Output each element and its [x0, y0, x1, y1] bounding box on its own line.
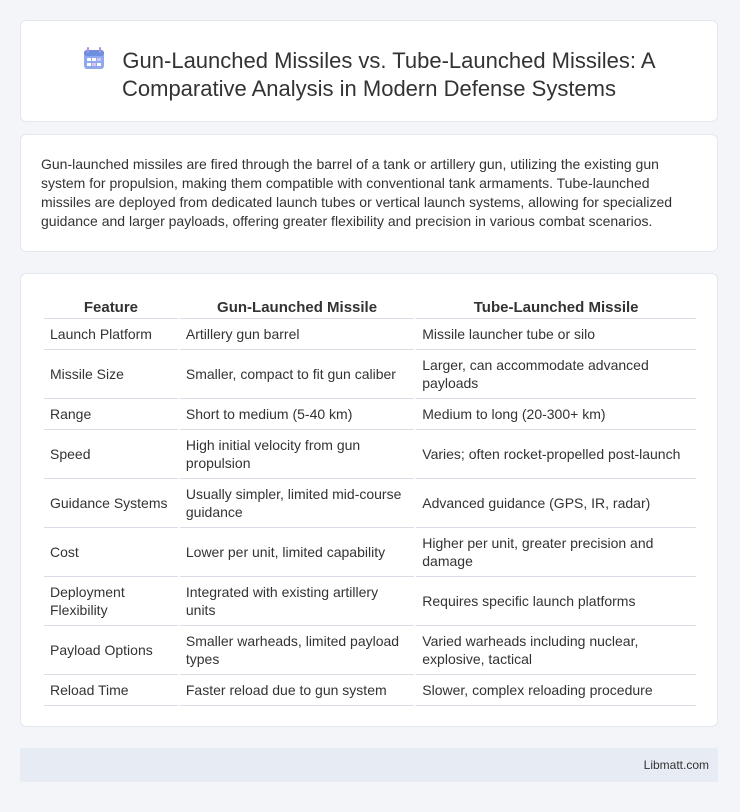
header-gun-launched: Gun-Launched Missile: [180, 296, 414, 319]
gun-cell: Integrated with existing artillery units: [180, 577, 414, 626]
feature-cell: Reload Time: [44, 675, 178, 706]
table-row: [44, 350, 696, 399]
table-row: [44, 319, 696, 350]
table-row: [44, 675, 696, 706]
gun-cell: Artillery gun barrel: [180, 319, 414, 350]
feature-cell: Payload Options: [44, 626, 178, 675]
table-row: [44, 479, 696, 528]
footer-bar: [20, 748, 718, 782]
header-tube-launched: Tube-Launched Missile: [416, 296, 696, 319]
tube-cell: Medium to long (20-300+ km): [416, 399, 696, 430]
table-row: [44, 399, 696, 430]
table-row: [44, 528, 696, 577]
comparison-table: [42, 296, 698, 706]
comparison-card: [20, 273, 718, 727]
tube-cell: Slower, complex reloading procedure: [416, 675, 696, 706]
feature-cell: Guidance Systems: [44, 479, 178, 528]
title-line-2: Comparative Analysis in Modern Defense Systems: [122, 76, 616, 101]
feature-cell: Range: [44, 399, 178, 430]
feature-cell: Speed: [44, 430, 178, 479]
footer-site-link[interactable]: Libmatt.com: [643, 758, 709, 772]
gun-cell: Usually simpler, limited mid-course guidance: [180, 479, 414, 528]
gun-cell: High initial velocity from gun propulsion: [180, 430, 414, 479]
table-row: [44, 430, 696, 479]
page-title: [21, 46, 717, 103]
intro-paragraph: Gun-launched missiles are fired through the barrel of a tank or artillery gun, utilizing the existing gun system for propulsion, making them compatible with conventional tank armaments. Tube-launched missiles are deployed from dedicated launch tubes or vertical launch systems, allowing for specialized guidance and larger payloads, offering greater flexibility and precision in various combat scenarios.: [41, 156, 673, 229]
header-feature: Feature: [44, 296, 178, 319]
table-row: [44, 626, 696, 675]
gun-cell: Faster reload due to gun system: [180, 675, 414, 706]
gun-cell: Short to medium (5-40 km): [180, 399, 414, 430]
feature-cell: Missile Size: [44, 350, 178, 399]
tube-cell: Varied warheads including nuclear, explosive, tactical: [416, 626, 696, 675]
tube-cell: Missile launcher tube or silo: [416, 319, 696, 350]
calendar-icon: [82, 46, 108, 72]
tube-cell: Advanced guidance (GPS, IR, radar): [416, 479, 696, 528]
gun-cell: Smaller warheads, limited payload types: [180, 626, 414, 675]
feature-cell: Launch Platform: [44, 319, 178, 350]
feature-cell: Deployment Flexibility: [44, 577, 178, 626]
tube-cell: Varies; often rocket-propelled post-launch: [416, 430, 696, 479]
tube-cell: Requires specific launch platforms: [416, 577, 696, 626]
title-card: [20, 20, 718, 122]
gun-cell: Smaller, compact to fit gun caliber: [180, 350, 414, 399]
table-row: [44, 577, 696, 626]
title-line-1: Gun-Launched Missiles vs. Tube-Launched Missiles: A: [21, 46, 717, 75]
feature-cell: Cost: [44, 528, 178, 577]
intro-card: [20, 134, 718, 252]
tube-cell: Larger, can accommodate advanced payloads: [416, 350, 696, 399]
gun-cell: Lower per unit, limited capability: [180, 528, 414, 577]
table-header-row: [44, 296, 696, 319]
tube-cell: Higher per unit, greater precision and damage: [416, 528, 696, 577]
